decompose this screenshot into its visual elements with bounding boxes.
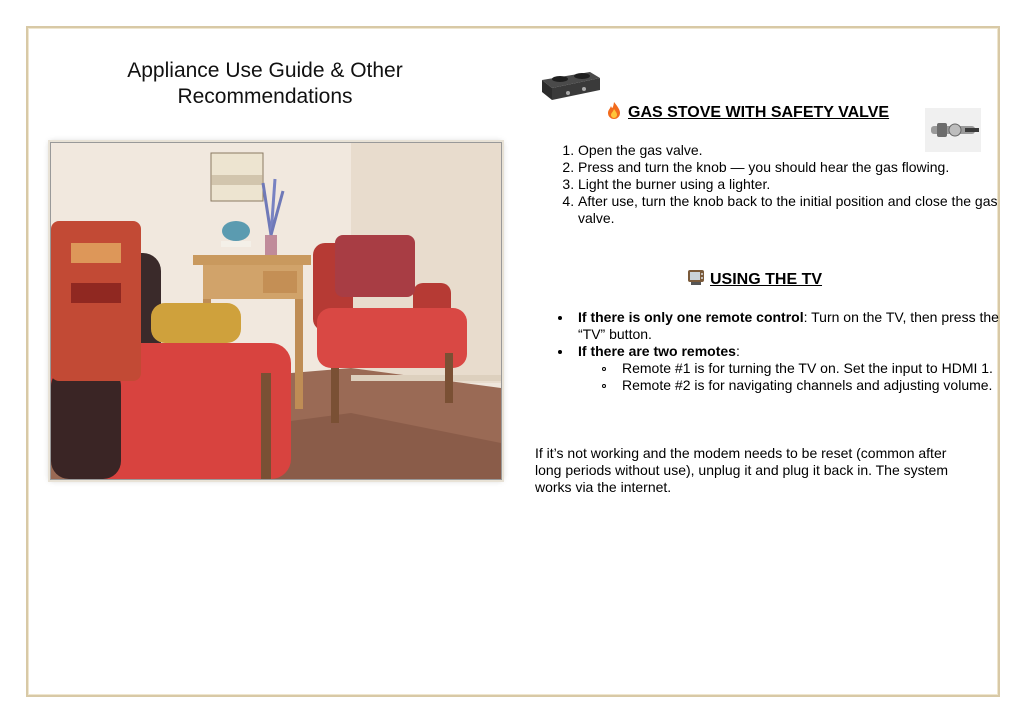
tv-one-remote-item <box>578 309 1018 343</box>
one-remote-text: : Turn on the TV, then press the “TV” button. <box>578 309 999 342</box>
page-title <box>110 58 420 110</box>
television-icon <box>687 268 705 286</box>
fire-icon <box>606 101 622 119</box>
gas-stove-image <box>538 66 602 104</box>
one-remote-label: If there is only one remote control <box>578 309 804 325</box>
remotes-sublist <box>578 360 1018 394</box>
title-line-2: Recommendations <box>177 85 353 108</box>
gas-step-3: 3. Light the burner using a lighter. <box>578 176 1018 193</box>
gas-step-1: 1. Open the gas valve. <box>578 142 1018 159</box>
title-line-1: Appliance Use Guide & Other <box>127 59 403 82</box>
tv-heading: USING THE TV <box>710 271 823 288</box>
gas-step-4: 4. After use, turn the knob back to the initial position and close the gas valve. <box>578 193 1018 227</box>
two-remotes-colon: : <box>735 343 740 359</box>
living-room-photo <box>50 142 502 480</box>
remote-2-item: Remote #2 is for navigating channels and adjusting volume. <box>622 377 1018 394</box>
tv-instructions-list <box>540 309 1018 394</box>
gas-step-2: 2. Press and turn the knob — you should hear the gas flowing. <box>578 159 1018 176</box>
two-remotes-label: If there are two remotes <box>578 343 736 359</box>
remote-1-item: Remote #1 is for turning the TV on. Set the input to HDMI 1. <box>622 360 1018 377</box>
gas-steps-list <box>540 142 1018 227</box>
modem-reset-note: If it’s not working and the modem needs to be reset (common after long periods without use), unplug it and plug it back in. The system works via the internet. <box>535 445 948 495</box>
gas-stove-heading: GAS STOVE WITH SAFETY VALVE <box>628 104 890 121</box>
tv-two-remotes-item <box>578 343 1018 394</box>
